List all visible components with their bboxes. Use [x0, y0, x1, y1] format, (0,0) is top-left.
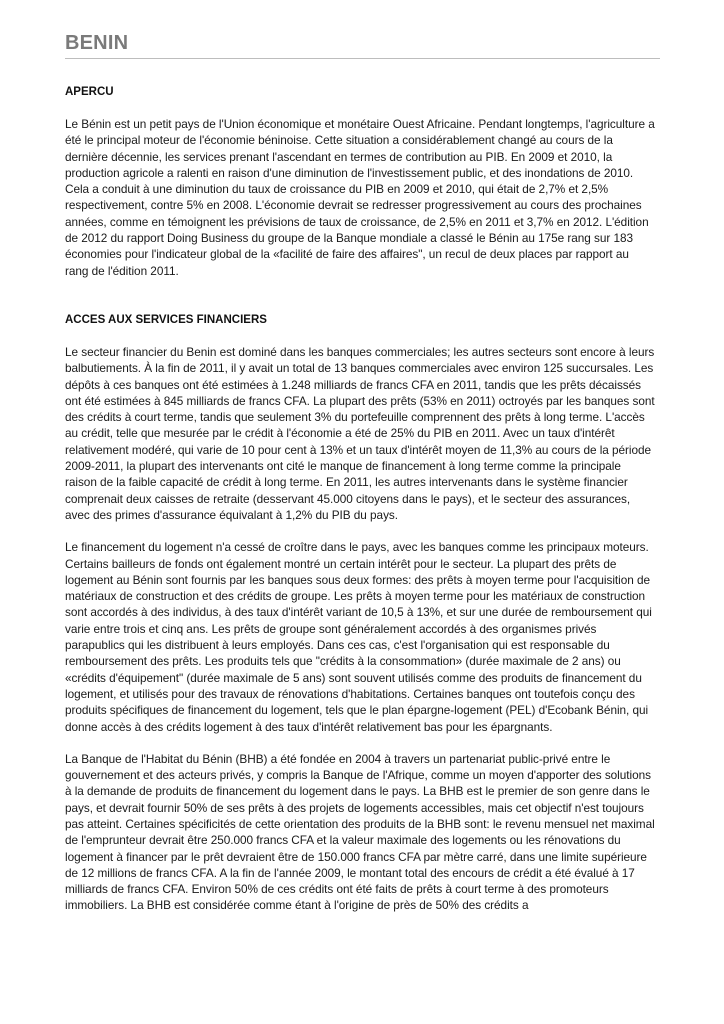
section-heading: APERCU	[65, 86, 114, 98]
paragraph: Le Bénin est un petit pays de l'Union économique et monétaire Ouest Africaine. Pendant longtemps, l'agriculture a été le principal moteur de l'économie béninoise. Cette situation a considérablement changé au cours de la dernière décennie, les services prenant l'ascendant en termes de contribution au PIB. En 2009 et 2010, la production agricole a ralenti en raison d'une diminution de l'investissement public, et des inondations de 2010. Cela a conduit à une diminution du taux de croissance du PIB en 2009 et 2010, qui était de 2,7% et 2,5% respectivement, contre 5% en 2008. L'économie devrait se redresser progressivement au cours des prochaines années, comme en témoignent les prévisions de taux de croissance, de 2,5% en 2011 et 3,7% en 2012. L'édition de 2012 du rapport Doing Business du groupe de la Banque mondiale a classé le Bénin au 175e rang sur 183 économies pour l'indicateur global de la «facilité de faire des affaires", un recul de deux places par rapport au rang de l'édition 2011.	[65, 117, 655, 278]
section-heading: ACCES AUX SERVICES FINANCIERS	[65, 313, 267, 326]
section-acces-services-financiers	[65, 312, 655, 914]
paragraph: Le secteur financier du Benin est dominé dans les banques commerciales; les autres secteurs sont encore à leurs balbutiements. À la fin de 2011, il y avait un total de 13 banques commerciales avec environ 125 succursales. Les dépôts à ces banques ont été estimées à 1.248 milliards de francs CFA en 2011, tandis que les prêts décaissés ont été estimées à 845 milliards de francs CFA. La plupart des prêts (53% en 2011) octroyés par les banques sont des crédits à court terme, tandis que seulement 3% du portefeuille comprennent des prêts à long terme. L'accès au crédit, telle que mesurée par le crédit à l'économie a été de 25% du PIB en 2011. Avec un taux d'intérêt relativement modéré, qui varie de 10 pour cent à 13% et un taux d'intérêt moyen de 11,3% au cours de la période 2009-2011, la plupart des intervenants ont cité le manque de financement à long terme comme la principale raison de la faible capacité de crédit à long terme. En 2011, les autres intervenants dans le système financier comprenait deux caisses de retraite (desservant 45.000 citoyens dans le pays), et le secteur des assurances, avec des primes d'assurance équivalant à 1,2% du PIB du pays.	[65, 344, 655, 522]
title-divider	[65, 58, 660, 59]
section-apercu	[65, 84, 655, 279]
document-body	[65, 84, 655, 914]
document-title: BENIN	[65, 32, 129, 54]
paragraph: Le financement du logement n'a cessé de croître dans le pays, avec les banques comme les principaux moteurs. Certains bailleurs de fonds ont également montré un certain intérêt pour le secteur. La plupart des prêts de logement au Bénin sont fournis par les banques sous deux formes: des prêts à moyen terme pour l'acquisition de matériaux de construction et des crédits de groupe. Les prêts à moyen terme pour les matériaux de construction sont accordés à des individus, à des taux d'intérêt variant de 10,5 à 13%, et sur une durée de remboursement qui varie entre trois et cinq ans. Les prêts de groupe sont généralement accordés à des organismes privés parapublics qui les distribuent à leurs employés. Dans ces cas, c'est l'organisation qui est responsable du remboursement des prêts. Les produits tels que "crédits à la consommation» (durée maximale de 2 ans) ou «crédits d'équipement" (durée maximale de 5 ans) sont souvent utilisés comme des produits de financement du logement, et utilisés pour des travaux de rénovations d'habitations. Certaines banques ont toutefois conçu des produits spécifiques de financement du logement, tels que le plan épargne-logement (PEL) d'Ecobank Bénin, qui donne accès à des crédits logement à des taux d'intérêt relativement bas pour les épargnants.	[65, 540, 652, 734]
paragraph: La Banque de l'Habitat du Bénin (BHB) a été fondée en 2004 à travers un partenariat public-privé entre le gouvernement et des acteurs privés, y compris la Banque de l'Afrique, comme un moyen d'apporter des solutions à la demande de produits de financement du logement dans le pays. La BHB est le premier de son genre dans le pays, et devrait fournir 50% de ses prêts à des projets de logements accessibles, mais cet objectif n'est toujours pas atteint. Certaines spécificités de cette orientation des produits de la BHB sont: le revenu mensuel net maximal de l'emprunteur devrait être 250.000 francs CFA et la valeur maximale des logements ou les rénovations du logement à financer par le prêt devraient être de 150.000 francs CFA par mètre carré, dans une limite supérieure de 12 millions de francs CFA. A la fin de l'année 2009, le montant total des encours de crédit a été évalué à 17 milliards de francs CFA. Environ 50% de ces crédits ont été faits de prêts à court terme à des promoteurs immobiliers. La BHB est considérée comme étant à l'origine de près de 50% des crédits a	[65, 751, 655, 913]
